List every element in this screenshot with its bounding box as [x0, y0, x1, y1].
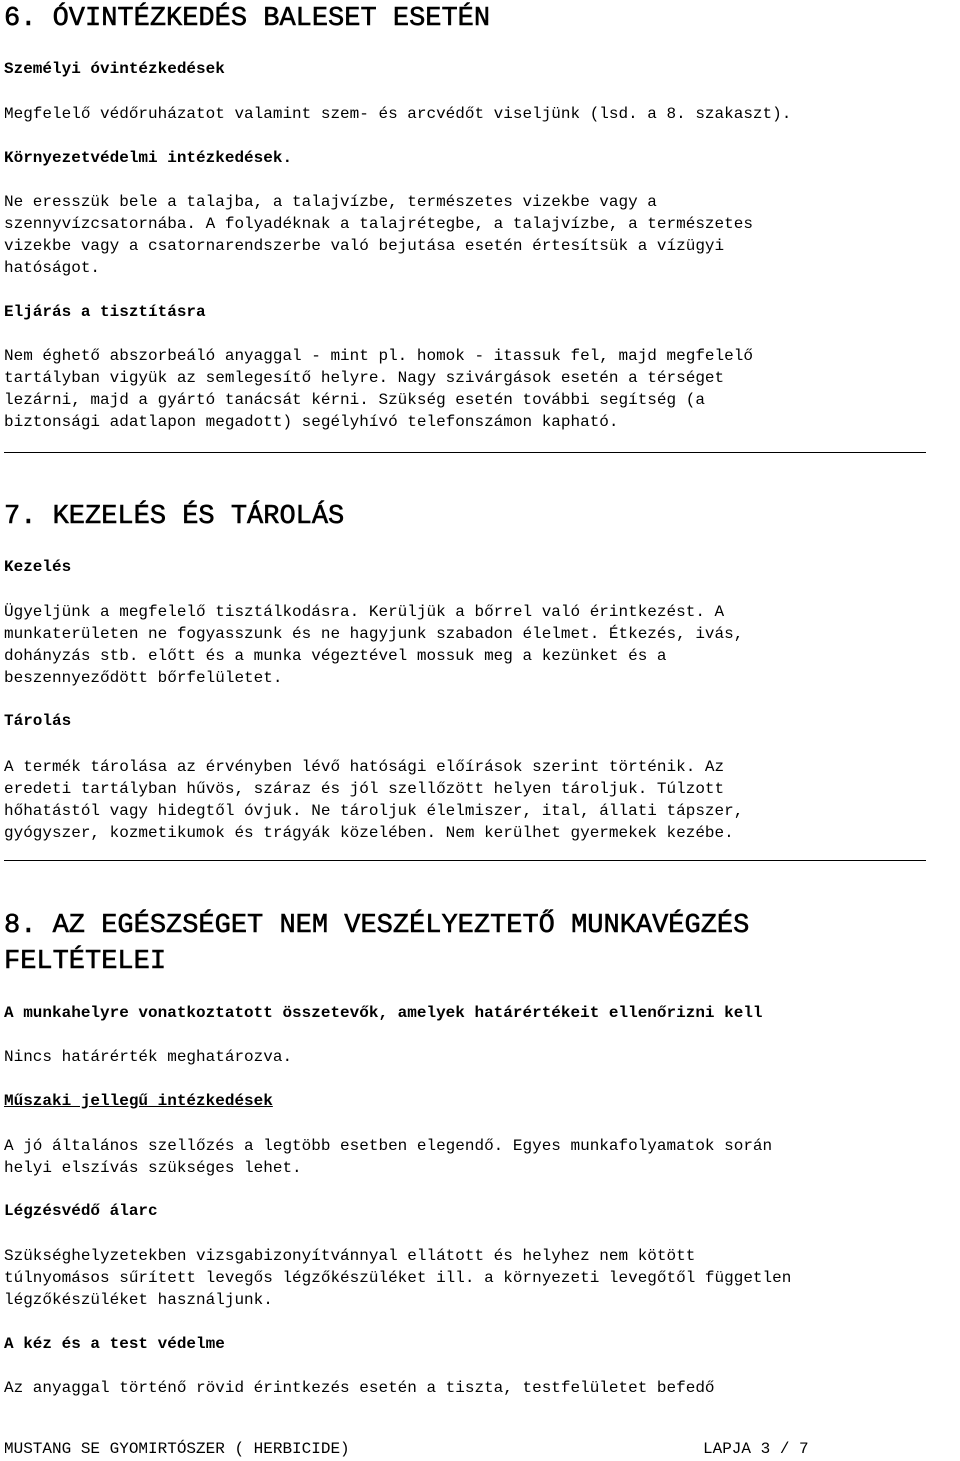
cleanup-heading: Eljárás a tisztításra [4, 303, 206, 321]
storage-heading: Tárolás [4, 712, 72, 730]
personal-precautions-heading: Személyi óvintézkedések [4, 60, 225, 78]
cleanup-text: Nem éghető abszorbeáló anyaggal - mint pl. homok - itassuk fel, majd megfelelő tartályban vigyük az semlegesítő helyre. Nagy szivárgások esetén a térséget lezárni, majd a gyártó tanácsát kérni. Szükség esetén további segítség (a biztonsági adatlapon megadott) segélyhívó telefonszámon kapható. [4, 347, 753, 431]
hand-body-protection-text: Az anyaggal történő rövid érintkezés esetén a tiszta, testfelületet befedő [4, 1379, 715, 1397]
respiratory-protection-heading: Légzésvédő álarc [4, 1202, 158, 1220]
personal-precautions-text: Megfelelő védőruházatot valamint szem- és arcvédőt viseljünk (lsd. a 8. szakaszt). [4, 105, 792, 123]
environmental-text: Ne eresszük bele a talajba, a talajvízbe, természetes vizekbe vagy a szennyvízcsatornába. A folyadéknak a talajrétegbe, a talajvízbe, a természetes vizekbe vagy a csatornarendszerbe való bejutása esetén értesítsük a vízügyi hatóságot. [4, 193, 753, 277]
handling-heading: Kezelés [4, 558, 72, 576]
handling-text: Ügyeljünk a megfelelő tisztálkodásra. Kerüljük a bőrrel való érintkezést. A munkaterületen ne fogyasszunk és ne hagyjunk szabadon élelmet. Étkezés, ivás, dohányzás stb. előtt és a munka végeztével mossuk meg a kezünket és a beszennyeződött bőrfelületet. [4, 603, 744, 687]
section-8-title-line2: FELTÉTELEI [4, 947, 167, 977]
storage-text: A termék tárolása az érvényben lévő hatósági előírások szerint történik. Az eredeti tartályban hűvös, száraz és jól szellőzött helyen tároljuk. Túlzott hőhatástól vagy hidegtől óvjuk. Ne tároljuk élelmiszer, ital, állati tápszer, gyógyszer, kozmetikumok és trágyák közelében. Nem kerülhet gyermekek kezébe. [4, 758, 744, 842]
section-divider [4, 860, 926, 861]
engineering-controls-heading: Műszaki jellegű intézkedések [4, 1092, 273, 1110]
section-divider [4, 452, 926, 453]
environmental-heading: Környezetvédelmi intézkedések. [4, 149, 293, 167]
hand-body-protection-heading: A kéz és a test védelme [4, 1335, 225, 1353]
section-7-title: 7. KEZELÉS ÉS TÁROLÁS [4, 502, 345, 532]
exposure-limits-text: Nincs határérték meghatározva. [4, 1048, 293, 1066]
engineering-controls-text: A jó általános szellőzés a legtöbb esetben elegendő. Egyes munkafolyamatok során helyi elszívás szükséges lehet. [4, 1137, 773, 1177]
footer-page-number: LAPJA 3 / 7 [703, 1440, 809, 1458]
respiratory-protection-text: Szükséghelyzetekben vizsgabizonyítvánnyal ellátott és helyhez nem kötött túlnyomásos sűrített levegős légzőkészüléket ill. a környezeti levegőtől független légzőkészüléket használjunk. [4, 1247, 792, 1309]
section-6-title: 6. ÓVINTÉZKEDÉS BALESET ESETÉN [4, 4, 491, 34]
exposure-limits-heading: A munkahelyre vonatkoztatott összetevők, amelyek határértékeit ellenőrizni kell [4, 1004, 763, 1022]
footer-product-name: MUSTANG SE GYOMIRTÓSZER ( HERBICIDE) [4, 1440, 350, 1458]
section-8-title-line1: 8. AZ EGÉSZSÉGET NEM VESZÉLYEZTETŐ MUNKAVÉGZÉS [4, 911, 750, 941]
